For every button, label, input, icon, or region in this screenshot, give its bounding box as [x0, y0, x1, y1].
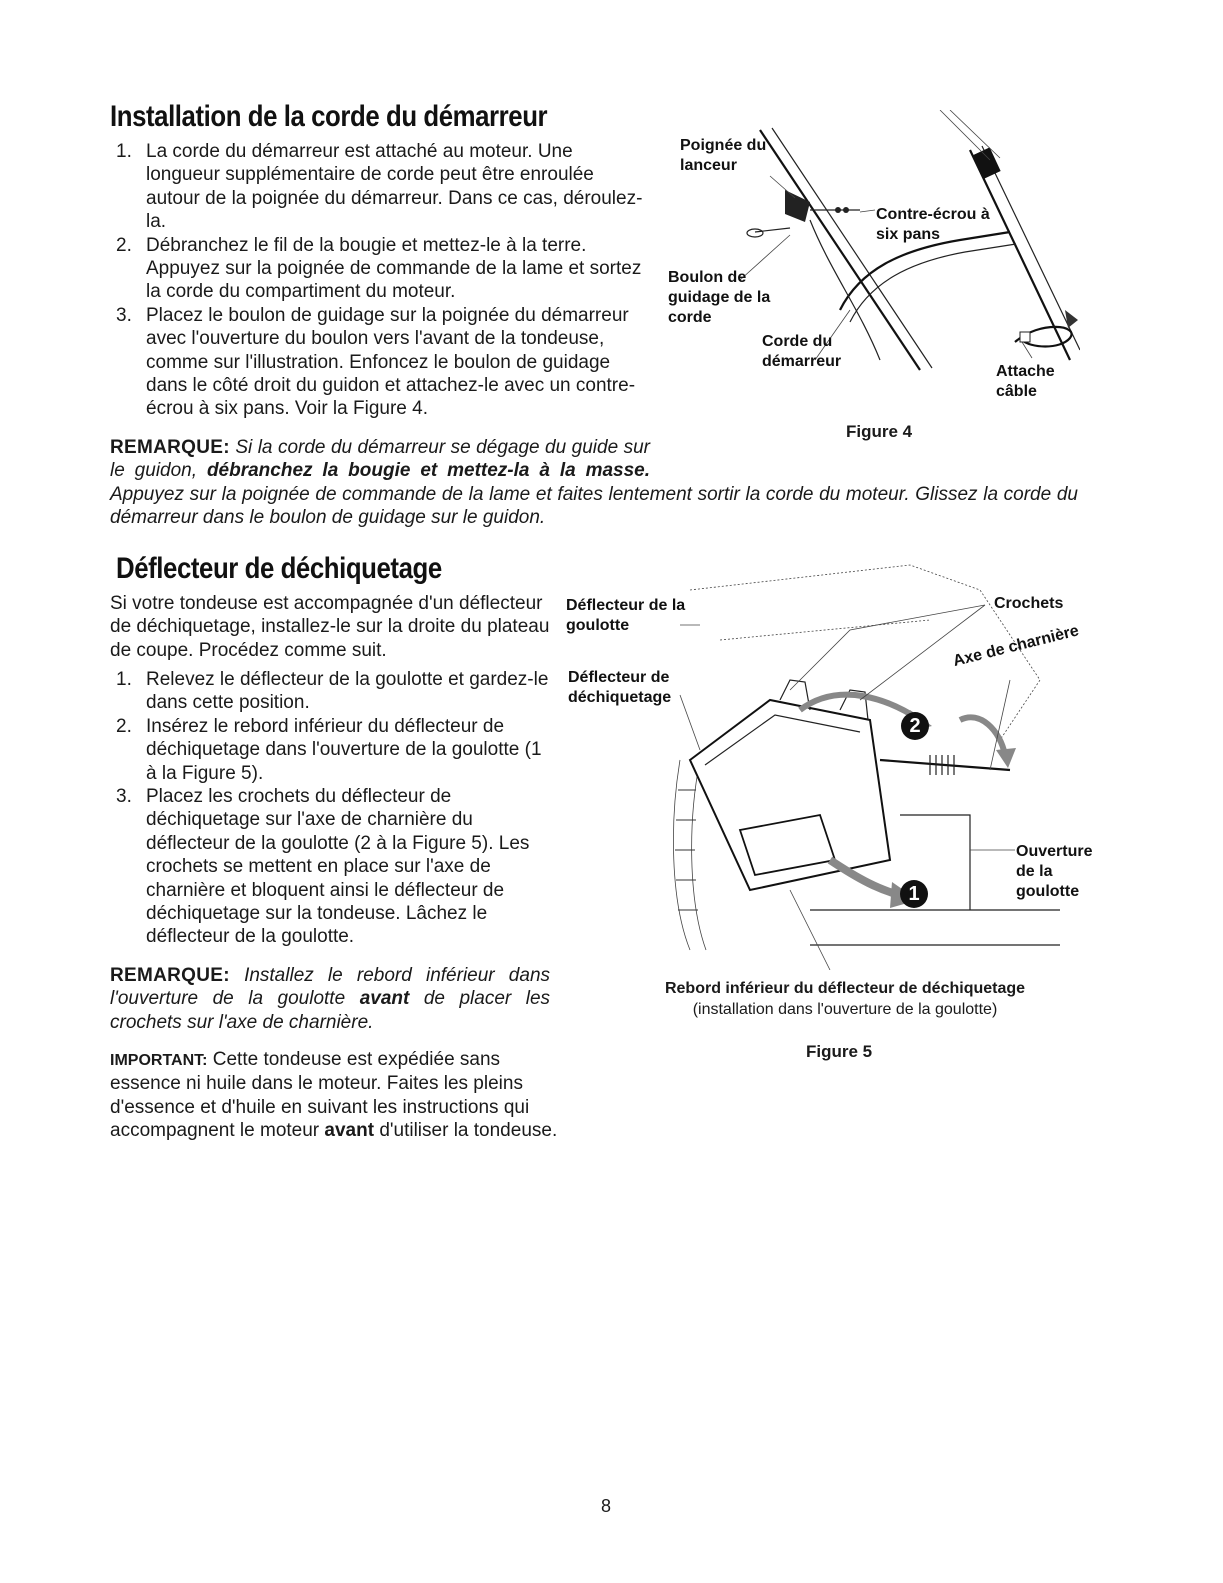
step-item: 1. Relevez le déflecteur de la goulotte et gardez-le dans cette position.	[116, 669, 549, 714]
step-item: 3. Placez les crochets du déflecteur de déchiquetage sur l'axe de charnière du déflecteur de la goulotte (2 à la Figure 5). Les crochets se mettent en place sur l'axe de charnière et bloquent ainsi le déflecteur de déchiquetage sur la tondeuse. Lâchez le déflecteur de la goulotte.	[116, 786, 530, 948]
figure-5-illustration	[660, 560, 1080, 970]
step-item: 2. Insérez le rebord inférieur du déflecteur de déchiquetage dans l'ouverture de la goulotte (1 à la Figure 5).	[116, 715, 542, 784]
mulching-steps	[110, 668, 550, 949]
step-item: 3. Placez le boulon de guidage sur la poignée du démarreur avec l'ouverture du boulon vers l'avant de la tondeuse, comme sur l'illustration. Enfoncez le boulon de guidage dans le côté droit du guidon et attachez-le avec un contre-écrou à six pans. Voir la Figure 4.	[116, 304, 636, 420]
section-title-starter-rope: Installation de la corde du démarreur	[110, 100, 548, 133]
important-notice: IMPORTANT: Cette tondeuse est expédiée sans essence ni huile dans le moteur. Faites les pleins d'essence et d'huile en suivant les instructions qui accompagnent le moteur avant d'utiliser la tondeuse.	[110, 1049, 558, 1142]
step-item: 2. Débranchez le fil de la bougie et mettez-le à la terre. Appuyez sur la poignée de commande de la lame et sortez la corde du compartiment du moteur.	[116, 234, 642, 303]
starter-rope-note: REMARQUE: Si la corde du démarreur se dégage du guide sur le guidon, débranchez la bougie et mettez-la à la masse. Appuyez sur la poignée de commande de la lame et faites lentement sortir la corde du moteur. Glissez la corde du démarreur dans le boulon de guidage sur le guidon.	[110, 437, 1078, 529]
label-poignee: Poignée du lanceur	[680, 137, 767, 174]
callout-1: 1	[900, 880, 928, 908]
mulching-note: REMARQUE: Installez le rebord inférieur dans l'ouverture de la goulotte avant de placer les crochets sur l'axe de charnière.	[110, 965, 551, 1033]
figure-5-caption: Figure 5	[806, 1042, 873, 1061]
page-number: 8	[601, 1496, 612, 1516]
note-label: REMARQUE:	[110, 437, 230, 458]
label-deflecteur-dechiquetage: Déflecteur de déchiquetage	[568, 669, 672, 706]
step-item: 1. La corde du démarreur est attaché au moteur. Une longueur supplémentaire de corde peut être enroulée autour de la poignée du démarreur. Dans ce cas, déroulez-la.	[116, 141, 643, 233]
mulching-intro: Si votre tondeuse est accompagnée d'un déflecteur de déchiquetage, installez-le sur la droite du plateau de coupe. Procédez comme suit.	[110, 593, 550, 661]
label-axe-charniere: Axe de charnière	[951, 622, 1081, 671]
note-label: REMARQUE:	[110, 965, 230, 986]
callout-2: 2	[901, 712, 929, 740]
section-title-mulching-deflector: Déflecteur de déchiquetage	[116, 552, 442, 585]
label-deflecteur-goulotte: Déflecteur de la goulotte	[566, 597, 686, 634]
label-ouverture: Ouverture de la goulotte	[1016, 843, 1093, 900]
label-corde: Corde du démarreur	[762, 333, 842, 370]
figure-4-caption: Figure 4	[846, 422, 913, 441]
label-attache: Attache câble	[996, 363, 1055, 400]
label-contre-ecrou: Contre-écrou à six pans	[876, 206, 990, 243]
label-boulon: Boulon de guidage de la corde	[668, 269, 771, 326]
important-label: IMPORTANT:	[110, 1052, 208, 1069]
label-crochets: Crochets	[994, 595, 1064, 612]
figure-5-subcaption: Rebord inférieur du déflecteur de déchiquetage (installation dans l'ouverture de la goulotte)	[664, 980, 1026, 1018]
starter-rope-steps	[110, 140, 650, 421]
